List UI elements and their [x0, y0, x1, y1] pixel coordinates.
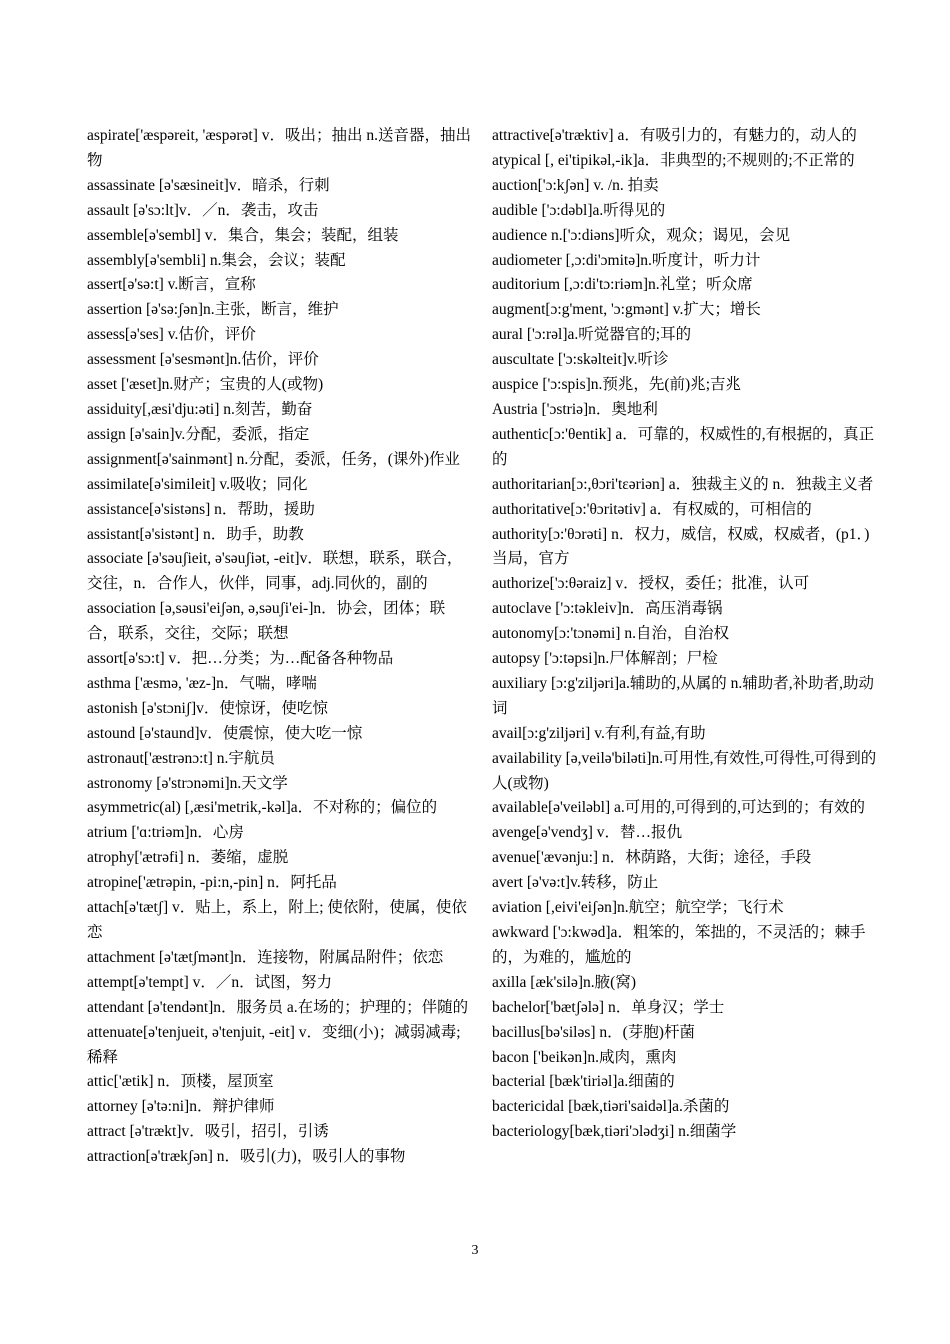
dictionary-entry: bacterial [bæk'tiriəl]a.细菌的 — [492, 1073, 675, 1091]
dictionary-entry: attendant [ə'tendənt]n．服务员 a.在场的；护理的；伴随的 — [87, 998, 469, 1016]
dictionary-entry: audible ['ɔ:dəbl]a.听得见的 — [492, 201, 666, 219]
dictionary-entry: attraction[ə'trækʃən] n．吸引(力)，吸引人的事物 — [87, 1148, 406, 1166]
dictionary-entry: attenuate[ə'tenjueit, ə'tenjuit, -eit] v．变细(小)；减弱减毒; 稀释 — [87, 1023, 461, 1066]
dictionary-entry: attic['ætik] n．顶楼，屋顶室 — [87, 1073, 274, 1091]
dictionary-entry: bacillus[bə'siləs] n．(芽胞)杆菌 — [492, 1023, 695, 1041]
dictionary-entry: bacteriology[bæk,tiəri'ɔlədʒi] n.细菌学 — [492, 1123, 737, 1141]
dictionary-entry: asymmetric(al) [,æsi'metrik,-kəl]a．不对称的；偏位的 — [87, 799, 438, 817]
dictionary-entry: assault [ə'sɔ:lt]v．／n．袭击，攻击 — [87, 201, 319, 219]
dictionary-entry: auspice ['ɔ:spis]n.预兆，先(前)兆;吉兆 — [492, 376, 742, 394]
dictionary-entry: audiometer [,ɔ:di'ɔmitə]n.听度计，听力计 — [492, 251, 761, 269]
dictionary-entry: asthma ['æsmə, 'æz-]n．气喘，哮喘 — [87, 674, 317, 692]
dictionary-entry: availability [ə,veilə'biləti]n.可用性,有效性,可得性,可得到的人(或物) — [492, 749, 877, 792]
dictionary-entry: axilla [æk'silə]n.腋(窝) — [492, 973, 636, 991]
dictionary-entry: available[ə'veiləbl] a.可用的,可得到的,可达到的；有效的 — [492, 799, 865, 817]
dictionary-entry: aspirate['æspəreit, 'æspərət] v．吸出；抽出 n.送音器，抽出物 — [87, 127, 471, 169]
page-number: 3 — [471, 1243, 479, 1258]
dictionary-entry: assiduity[,æsi'dju:əti] n.刻苦，勤奋 — [87, 400, 313, 418]
dictionary-entry: assert[ə'sə:t] v.断言，宣称 — [87, 276, 256, 294]
dictionary-entry: astronomy [ə'strɔnəmi]n.天文学 — [87, 774, 288, 792]
dictionary-entry: atrophy['ætrəfi] n．萎缩，虚脱 — [87, 849, 289, 867]
dictionary-entry: assistance[ə'sistəns] n．帮助，援助 — [87, 500, 315, 518]
dictionary-entry: assort[ə'sɔ:t] v．把…分类；为…配备各种物品 — [87, 650, 394, 668]
dictionary-entry: auction['ɔ:kʃən] v. /n. 拍卖 — [492, 176, 659, 194]
right-column — [492, 124, 880, 1145]
dictionary-entry: bachelor['bætʃələ] n．单身汉；学士 — [492, 998, 725, 1016]
dictionary-entry: Austria ['ɔstriə]n．奥地利 — [492, 400, 658, 418]
dictionary-entry: association [ə,səusi'eiʃən, ə,səuʃi'ei-]n．协会，团体；联合，联系，交往，交际；联想 — [87, 600, 446, 643]
dictionary-entry: assimilate[ə'simileit] v.吸收；同化 — [87, 475, 308, 493]
dictionary-entry: autonomy[ɔ:'tɔnəmi] n.自治，自治权 — [492, 625, 729, 643]
dictionary-entry: augment[ɔ:g'ment, 'ɔ:gmənt] v.扩大；增长 — [492, 301, 761, 319]
dictionary-entry: assistant[ə'sistənt] n．助手，助教 — [87, 525, 304, 543]
left-column — [87, 124, 475, 1170]
dictionary-entry: awkward ['ɔ:kwəd]a．粗笨的，笨拙的，不灵活的；棘手的，为难的，尴尬的 — [492, 924, 866, 966]
dictionary-entry: assemble[ə'sembl] v．集合，集会；装配，组装 — [87, 226, 399, 244]
dictionary-entry: assertion [ə'sə:ʃən]n.主张，断言，维护 — [87, 301, 339, 319]
dictionary-entry: avert [ə'və:t]v.转移，防止 — [492, 874, 659, 892]
dictionary-entry: assign [ə'sain]v.分配，委派，指定 — [87, 425, 310, 443]
dictionary-entry: auxiliary [ɔ:g'ziljəri]a.辅助的,从属的 n.辅助者,补助者,助动词 — [492, 674, 875, 717]
dictionary-entry: assessment [ə'sesmənt]n.估价，评价 — [87, 351, 319, 369]
dictionary-entry: autopsy ['ɔ:təpsi]n.尸体解剖；尸检 — [492, 650, 718, 668]
dictionary-entry: asset ['æset]n.财产；宝贵的人(或物) — [87, 376, 324, 394]
dictionary-entry: assassinate [ə'sæsineit]v．暗杀，行刺 — [87, 176, 330, 194]
dictionary-entry: atrium ['ɑ:triəm]n．心房 — [87, 824, 244, 842]
dictionary-entry: attractive[ə'træktiv] a．有吸引力的，有魅力的，动人的 — [492, 127, 857, 144]
dictionary-entry: authorize['ɔ:θəraiz] v．授权，委任；批准，认可 — [492, 575, 810, 593]
dictionary-entry: authoritative[ɔ:'θɔritətiv] a．有权威的，可相信的 — [492, 500, 812, 518]
dictionary-entry: assess[ə'ses] v.估价，评价 — [87, 326, 256, 344]
dictionary-entry: atropine['ætrəpin, -pi:n,-pin] n．阿托品 — [87, 874, 337, 892]
dictionary-entry: avenue['ævənju:] n．林荫路，大街；途径，手段 — [492, 849, 812, 867]
dictionary-entry: atypical [, ei'tipikəl,-ik]a．非典型的;不规则的;不正常的 — [492, 151, 855, 169]
dictionary-entry: astound [ə'staund]v．使震惊，使大吃一惊 — [87, 724, 363, 742]
dictionary-entry: autoclave ['ɔ:təkleiv]n．高压消毒锅 — [492, 600, 723, 618]
dictionary-entry: associate [ə'səuʃieit, ə'səuʃiət, -eit]v．联想，联系，联合，交往，n．合作人，伙伴，同事，adj.同伙的，副的 — [87, 550, 463, 593]
dictionary-entry: assignment[ə'sainmənt] n.分配，委派，任务，(课外)作业 — [87, 450, 461, 468]
dictionary-entry: aviation [,eivi'eiʃən]n.航空；航空学；飞行术 — [492, 899, 784, 917]
dictionary-entry: auditorium [,ɔ:di'tɔ:riəm]n.礼堂；听众席 — [492, 276, 753, 294]
dictionary-entry: authoritarian[ɔ:,θɔri'tεəriən] a．独裁主义的 n．独裁主义者 — [492, 475, 874, 493]
dictionary-entry: aural ['ɔ:rəl]a.听觉器官的;耳的 — [492, 326, 692, 344]
dictionary-entry: attempt[ə'tempt] v．／n．试图，努力 — [87, 973, 333, 991]
dictionary-entry: attach[ə'tætʃ] v．贴上，系上，附上; 使依附，使属，使依恋 — [87, 899, 467, 941]
dictionary-entry: bactericidal [bæk,tiəri'saidəl]a.杀菌的 — [492, 1098, 730, 1116]
dictionary-entry: avail[ɔ:g'ziljəri] v.有利,有益,有助 — [492, 724, 706, 742]
dictionary-entry: attorney [ə'tə:ni]n．辩护律师 — [87, 1098, 275, 1116]
dictionary-entry: authority[ɔ:'θɔrəti] n．权力，威信，权威，权威者，(p1．)当局，官方 — [492, 525, 870, 568]
dictionary-entry: bacon ['beikən]n.咸肉，熏肉 — [492, 1048, 677, 1066]
dictionary-entry: audience n.['ɔ:diəns]听众，观众；谒见，会见 — [492, 226, 791, 244]
dictionary-entry: astronaut['æstrənɔ:t] n.宇航员 — [87, 749, 275, 767]
dictionary-entry: attachment [ə'tætʃmənt]n．连接物，附属品附件；依恋 — [87, 948, 444, 966]
dictionary-entry: authentic[ɔ:'θentik] a．可靠的，权威性的,有根据的，真正的 — [492, 425, 875, 468]
dictionary-entry: auscultate ['ɔ:skəlteit]v.听诊 — [492, 351, 669, 369]
dictionary-entry: avenge[ə'vendʒ] v．替…报仇 — [492, 824, 683, 842]
dictionary-entry: astonish [ə'stɔniʃ]v．使惊讶，使吃惊 — [87, 699, 328, 717]
dictionary-entry: attract [ə'trækt]v．吸引，招引，引诱 — [87, 1123, 329, 1141]
dictionary-entry: assembly[ə'sembli] n.集会，会议；装配 — [87, 251, 346, 269]
